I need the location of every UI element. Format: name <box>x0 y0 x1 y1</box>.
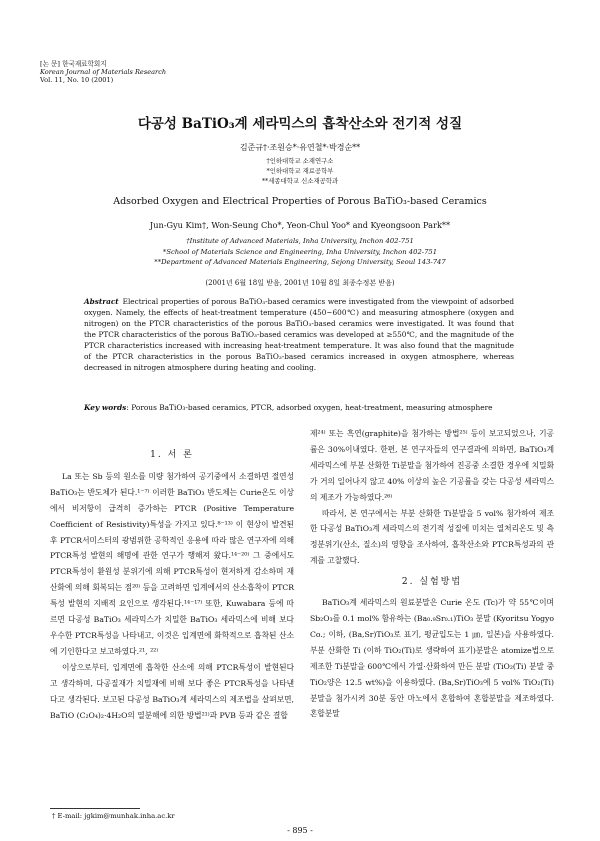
body-paragraph: 따라서, 본 연구에서는 부분 산화한 Ti분말을 5 vol% 첨가하여 제조한 다공성 BaTiO₃계 세라믹스의 전기적 성질에 미치는 열처리온도 및 측정분위기(산소, 질소)의 영향을 조사하여, 흡착산소와 PTCR특성과의 관계를 고찰했다. <box>310 508 554 566</box>
right-column <box>310 426 554 722</box>
received-dates: (2001년 6월 18일 받음, 2001년 10월 8일 최종수정본 받음) <box>205 279 395 287</box>
abstract-text: Electrical properties of porous BaTiO₃-based ceramics were investigated from the viewpoint of adsorbed oxygen. Namely, the effects of heat-treatment temperature (450~600℃) and measuring atmosphere (oxygen and nitrogen) on the PTCR characteristics of the porous BaTiO₃-based ceramics were investigated. It was found that the PTCR characteristics of the porous BaTiO₃-based ceramics was developed at ≥550℃, and the magnitude of the PTCR characteristics increased with increasing heat-treatment temperature. It was also found that the magnitude of the PTCR characteristics in the porous BaTiO₃-based ceramics increased in oxygen atmosphere, whereas decreased in nitrogen atmosphere during heating and cooling. <box>84 297 514 372</box>
body-paragraph: 이상으로부터, 입계면에 흡착한 산소에 의해 PTCR특성이 발현된다고 생각하며, 다공질재가 치밀재에 비해 보다 좋은 PTCR특성을 나타낸다고 생각된다. 보고된 다공성 BaTiO₃계 세라믹스의 제조법을 살펴보면, BaTiO (C₂O₄)₂·4H₂O의 열분해에 의한 방법²¹⁾과 PVB 등과 같은 결합 <box>50 662 294 720</box>
authors-ko: 김준규†·조원승*·유연철*·박경순** <box>239 143 361 152</box>
affiliation-en: †Institute of Advanced Materials, Inha University, Inchon 402-751 <box>186 237 414 245</box>
section-heading: 2. 실험방법 <box>401 577 463 588</box>
abstract <box>84 296 514 373</box>
footnote-email: † E-mail: jgkim@munhak.inha.ac.kr <box>52 812 175 820</box>
body-paragraph: 제²⁴⁾ 또는 흑연(graphite)을 첨가하는 방법²⁵⁾ 등이 보고되었으나, 기공률은 30%이내였다. 한편, 본 연구자들의 연구결과에 의하면, BaTiO₃계 세라믹스에 부분 산화한 Ti분말을 첨가하여 진공중 소결한 경우에 치밀화가 거의 일어나지 않고 40% 이상의 높은 기공률을 갖는 다공성 세라믹스의 제조가 가능하였다.²⁶⁾ <box>310 429 554 502</box>
affiliation-ko: †인하대학교 소재연구소 <box>266 157 334 165</box>
paper-title-ko: 다공성 BaTiO₃계 세라믹스의 흡착산소와 전기적 성질 <box>137 116 463 132</box>
keywords-text: : Porous BaTiO₃-based ceramics, PTCR, adsorbed oxygen, heat-treatment, measuring atmosphere <box>126 403 493 412</box>
affiliation-ko: *인하대학교 재료공학부 <box>266 167 334 175</box>
keywords <box>84 403 524 412</box>
body-paragraph: BaTiO₃계 세라믹스의 원료분말은 Curie 온도 (Tc)가 약 55℃이며 Sb₂O₃를 0.1 mol% 함유하는 (Ba₀.₉Sr₀.₁)TiO₃ 분말 (Kyoritsu Yogyo Co.; 이하, (Ba,Sr)TiO₃로 표기, 평균입도는 1 ㎛, 일본)을 사용하였다. 부분 산화한 Ti (이하 TiO₂(Ti)로 생략하여 표기)분말은 atomize법으로 제조한 Ti분말을 600℃에서 가열·산화하여 만든 분말 (TiO₂(Ti) 분말 중 TiO₂양은 12.5 wt%)을 이용하였다. (Ba,Sr)TiO₃에 5 vol% TiO₂(Ti) 분말을 첨가시켜 30분 동안 마노에서 혼합하여 혼합분말을 제조하였다. 혼합분말 <box>310 598 554 719</box>
affiliations-ko <box>0 156 600 186</box>
journal-header <box>40 60 166 85</box>
footnote-divider <box>50 808 140 809</box>
body-paragraph: La 또는 Sb 등의 원소를 미량 첨가하여 공기중에서 소결하면 절연성 BaTiO₃는 반도체가 된다.¹⁻⁷⁾ 이러한 BaTiO₃ 반도체는 Curie온도 이상에서 비저항이 급격히 증가하는 PTCR (Positive Temperature Coefficient of Resistivity)특성을 가지고 있다.⁸⁻¹³⁾ 이 현상이 발견된 후 PTCR서미스터의 광범위한 공학적인 응용에 따라 많은 연구자에 의해 PTCR특성 발현의 해명에 관한 연구가 행해져 왔다.¹⁴⁻²⁰⁾ 그 중에서도 PTCR특성이 환원성 분위기에 의해 PTCR특성이 현저하게 감소하며 재산화에 의해 회복되는 점²⁰⁾ 등을 고려하면 입계에서의 산소흡착이 PTCR특성 발현의 지배적 요인으로 생각된다.¹⁴⁻¹⁷⁾ 또한, Kuwabara 등에 따르면 다공성 BaTiO₃ 세라믹스가 치밀한 BaTiO₃ 세라믹스에 비해 보다 우수한 PTCR특성을 나타내고, 이것은 입계면에 화학적으로 흡착된 산소에 기인한다고 보고하였다.²¹, ²²⁾ <box>50 471 294 656</box>
affiliations-en <box>0 236 600 268</box>
page-number: - 895 - <box>287 826 313 835</box>
authors-en: Jun-Gyu Kim†, Won-Seung Cho*, Yeon-Chul Yoo* and Kyeongsoon Park** <box>149 220 451 230</box>
affiliation-en: *School of Materials Science and Engineering, Inha University, Inchon 402-751 <box>162 247 438 256</box>
affiliation-ko: **세종대학교 신소재공학과 <box>261 177 339 185</box>
journal-volume: Vol. 11, No. 10 (2001) <box>40 76 114 85</box>
journal-name-ko: [논 문] 한국재료학회지 <box>40 60 107 68</box>
section-heading: 1. 서 론 <box>150 450 194 460</box>
affiliation-en: **Department of Advanced Materials Engineering, Sejong University, Seoul 143-747 <box>154 258 446 267</box>
journal-name-en: Korean Journal of Materials Research <box>40 68 167 77</box>
paper-title-en: Adsorbed Oxygen and Electrical Properties of Porous BaTiO₃-based Ceramics <box>113 196 487 207</box>
left-column <box>50 448 294 723</box>
keywords-label: Key words <box>84 403 127 412</box>
abstract-label: Abstract <box>84 297 119 306</box>
